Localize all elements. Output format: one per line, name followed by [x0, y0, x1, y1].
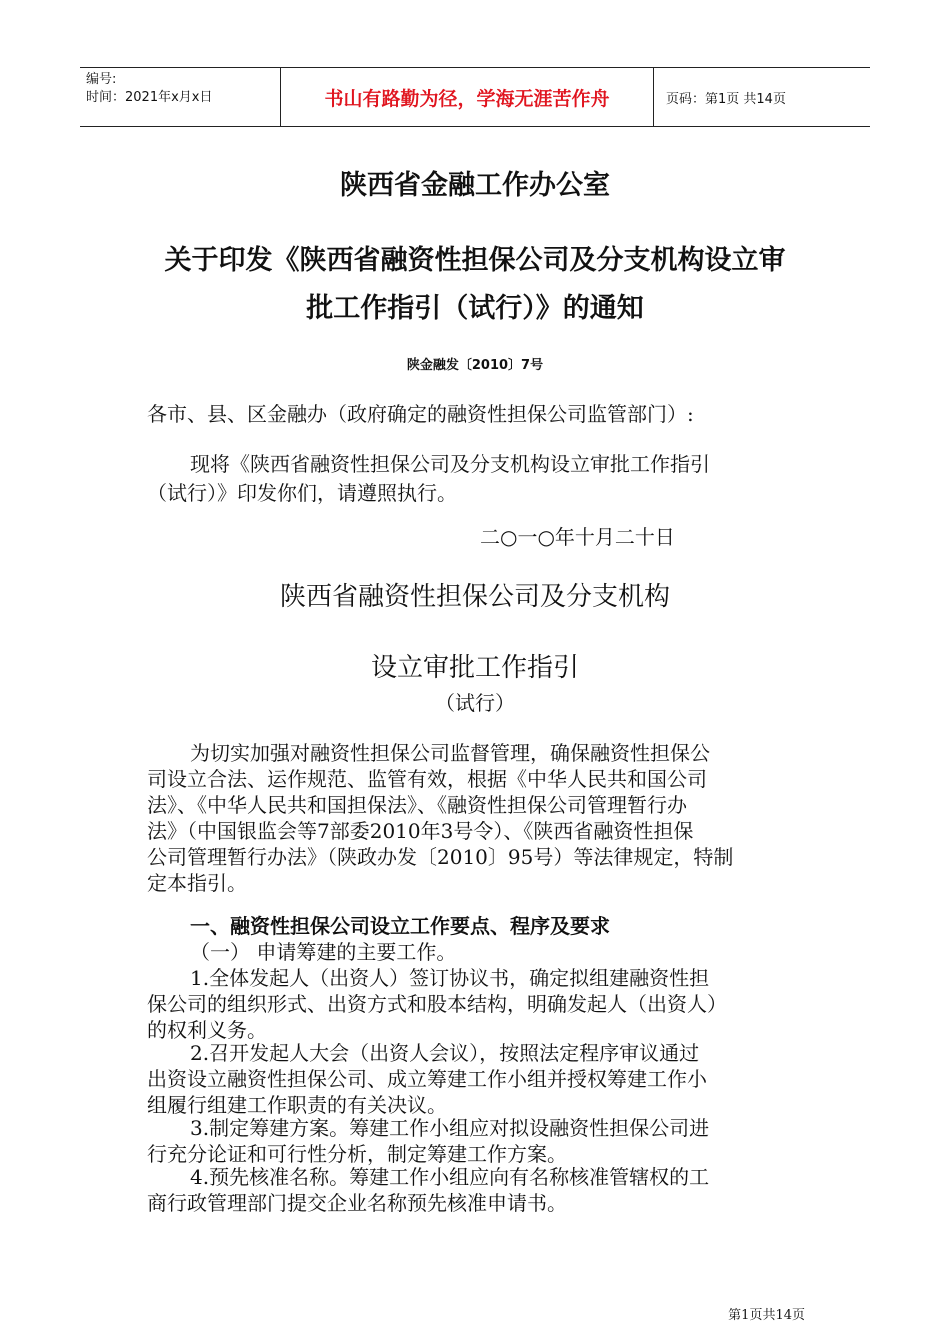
section1-title: 一、融资性担保公司设立工作要点、程序及要求: [190, 914, 610, 938]
notice-body-line2: （试行）》印发你们，请遵照执行。: [147, 481, 457, 505]
header-meta: [80, 68, 280, 126]
item-line: 出资设立融资性担保公司、成立筹建工作小组并授权筹建工作小: [147, 1067, 707, 1091]
guide-title-line2: 设立审批工作指引: [370, 653, 579, 683]
document-header: [80, 67, 870, 127]
item-line: 保公司的组织形式、出资方式和股本结构，明确发起人（出资人）: [147, 992, 727, 1016]
guide-trial: （试行）: [435, 691, 515, 715]
item-line: 的权利义务。: [147, 1018, 267, 1042]
intro-line: 定本指引。: [147, 871, 247, 895]
item-line: 组履行组建工作职责的有关决议。: [147, 1093, 447, 1117]
time-label: 时间：2021年x月x日: [86, 90, 213, 105]
item-line: 行充分论证和可行性分析，制定筹建工作方案。: [147, 1142, 567, 1166]
page-info: 页码：第1页 共14页: [666, 91, 786, 107]
notice-title-line2: 批工作指引（试行）》的通知: [306, 293, 644, 324]
intro-line: 公司管理暂行办法》（陕政办发〔2010〕95号）等法律规定，特制: [147, 845, 734, 869]
intro-line: 法》、《中华人民共和国担保法》、《融资性担保公司管理暂行办: [147, 793, 687, 817]
item-line: 4.预先核准名称。筹建工作小组应向有名称核准管辖权的工: [190, 1165, 710, 1189]
item-line: 商行政管理部门提交企业名称预先核准申请书。: [147, 1191, 567, 1215]
doc-number: 陕金融发〔2010〕7号: [406, 358, 544, 373]
item-line: 1.全体发起人（出资人）签订协议书，确定拟组建融资性担: [190, 966, 710, 990]
motto: 书山有路勤为径，学海无涯苦作舟: [280, 68, 654, 126]
issuer-title: 陕西省金融工作办公室: [340, 170, 610, 201]
addressee: 各市、县、区金融办（政府确定的融资性担保公司监管部门）:: [147, 402, 694, 426]
item-line: 2.召开发起人大会（出资人会议），按照法定程序审议通过: [190, 1041, 700, 1065]
subsection1-title: （一） 申请筹建的主要工作。: [190, 940, 457, 964]
intro-line: 为切实加强对融资性担保公司监督管理，确保融资性担保公: [190, 741, 710, 765]
notice-date: 二○一○年十月二十日: [480, 525, 675, 549]
intro-line: 法》（中国银监会等7部委2010年3号令）、《陕西省融资性担保: [147, 819, 694, 843]
footer-page: 第1页共14页: [728, 1308, 805, 1323]
intro-line: 司设立合法、运作规范、监管有效，根据《中华人民共和国公司: [147, 767, 707, 791]
item-line: 3.制定筹建方案。筹建工作小组应对拟设融资性担保公司进: [190, 1116, 710, 1140]
number-label: 编号:: [86, 72, 117, 87]
notice-body-line1: 现将《陕西省融资性担保公司及分支机构设立审批工作指引: [190, 452, 710, 476]
notice-title-line1: 关于印发《陕西省融资性担保公司及分支机构设立审: [164, 245, 786, 276]
guide-title-line1: 陕西省融资性担保公司及分支机构: [279, 582, 670, 612]
